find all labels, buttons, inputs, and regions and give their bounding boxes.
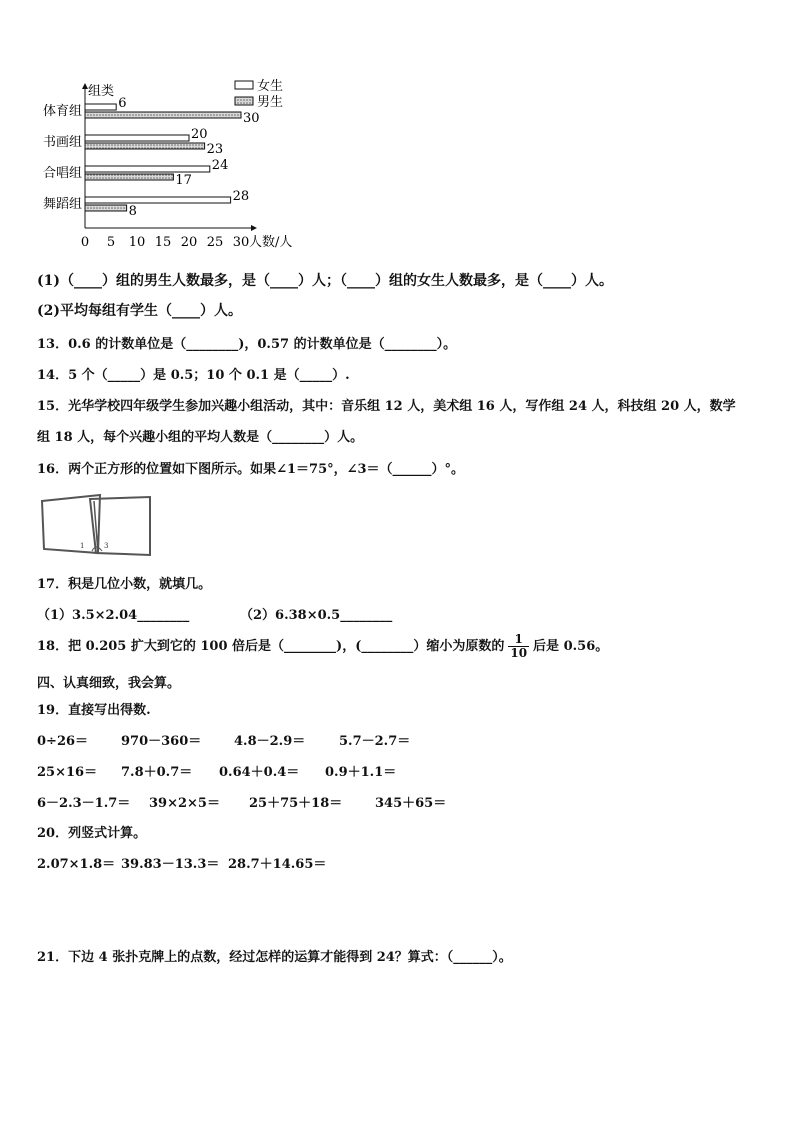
bar-chart: [30, 75, 350, 265]
x-axis-label: 人数/人: [249, 235, 293, 250]
legend-swatch: [235, 97, 253, 105]
mental-math-item: 25×16＝: [37, 765, 98, 780]
category-label: 舞蹈组: [42, 197, 82, 212]
question-19: 19．直接写出得数.: [37, 703, 151, 718]
question-17: 17．积是几位小数，就填几。: [37, 577, 212, 592]
mental-math-item: 5.7－2.7＝: [339, 734, 411, 749]
question-15-line2: 组 18 人，每个兴趣小组的平均人数是（________）人。: [37, 430, 364, 445]
legend-label: 男生: [257, 95, 284, 110]
mental-math-item: 345＋65＝: [375, 796, 447, 811]
bar-female: [85, 197, 231, 203]
bar-female: [85, 135, 189, 141]
mental-math-item: 0÷26＝: [37, 734, 89, 749]
x-tick-label: 0: [80, 235, 90, 250]
question-17-b: （2）6.38×0.5________: [240, 608, 393, 623]
bar-female: [85, 104, 116, 110]
section-4-heading: 四、认真细致，我会算。: [37, 676, 181, 691]
x-tick-label: 5: [106, 235, 116, 250]
question-20: 20．列竖式计算。: [37, 826, 147, 841]
two-squares-figure: [40, 493, 154, 559]
bar-data-label: 8: [128, 204, 137, 219]
q20-item-3: 28.7＋14.65＝: [228, 857, 327, 872]
bar-data-label: 28: [232, 189, 250, 204]
angle-3-label: 3: [104, 542, 109, 550]
question-18-before: 18．把 0.205 扩大到它的 100 倍后是（________)，(________）缩小为原数的: [37, 639, 505, 654]
bar-male: [85, 112, 241, 118]
fraction-one-tenth: [508, 633, 529, 660]
x-tick-label: 30: [232, 235, 250, 250]
mental-math-item: 0.9＋1.1＝: [325, 765, 397, 780]
bar-male: [85, 174, 173, 180]
q20-item-1: 2.07×1.8＝: [37, 857, 116, 872]
bar-data-label: 24: [211, 158, 229, 173]
question-15-line1: 15．光华学校四年级学生参加兴趣小组活动，其中：音乐组 12 人，美术组 16 人，写作组 24 人，科技组 20 人，数学: [37, 399, 736, 414]
question-18-after: 后是 0.56。: [533, 639, 609, 654]
question-17-a: （1）3.5×2.04________: [37, 608, 190, 623]
question-18: [37, 633, 608, 660]
bar-data-label: 30: [243, 111, 260, 126]
question-16: 16．两个正方形的位置如下图所示。如果∠1＝75°，∠3＝（______）°。: [37, 462, 465, 477]
x-tick-label: 20: [180, 235, 198, 250]
mental-math-item: 4.8－2.9＝: [234, 734, 306, 749]
fraction-numerator: 1: [508, 633, 529, 647]
mental-math-item: 39×2×5＝: [149, 796, 220, 811]
x-tick-label: 10: [128, 235, 146, 250]
mental-math-item: 25＋75＋18＝: [249, 796, 343, 811]
mental-math-item: 6－2.3－1.7＝: [37, 796, 131, 811]
q20-item-2: 39.83－13.3＝: [121, 857, 220, 872]
question-14: 14．5 个（_____）是 0.5；10 个 0.1 是（_____）.: [37, 368, 350, 383]
question-12-2: (2)平均每组有学生（____）人。: [37, 303, 242, 319]
legend-label: 女生: [257, 79, 284, 94]
legend-swatch: [235, 81, 253, 89]
x-tick-label: 15: [154, 235, 172, 250]
fraction-denominator: 10: [510, 646, 528, 660]
question-13: 13．0.6 的计数单位是（________)，0.57 的计数单位是（________）。: [37, 337, 457, 352]
category-label: 体育组: [42, 104, 82, 119]
category-label: 书画组: [42, 135, 82, 150]
mental-math-item: 0.64＋0.4＝: [219, 765, 300, 780]
bar-data-label: 6: [118, 96, 127, 111]
bar-female: [85, 166, 210, 172]
mental-math-item: 970－360＝: [121, 734, 202, 749]
x-axis-arrow: [251, 225, 257, 231]
mental-math-item: 7.8＋0.7＝: [121, 765, 193, 780]
bar-data-label: 23: [206, 142, 224, 157]
bar-data-label: 20: [191, 127, 208, 142]
bar-data-label: 17: [175, 173, 192, 188]
bar-male: [85, 143, 205, 149]
category-label: 合唱组: [42, 166, 82, 181]
x-tick-label: 25: [206, 235, 224, 250]
question-21: 21．下边 4 张扑克牌上的点数，经过怎样的运算才能得到 24？算式：（______）。: [37, 950, 512, 965]
bar-male: [85, 205, 127, 211]
question-12-1: (1)（____）组的男生人数最多，是（____）人；（____）组的女生人数最多，是（____）人。: [37, 273, 613, 289]
y-axis-label: 组类: [88, 84, 115, 99]
angle-1-label: 1: [80, 542, 85, 550]
